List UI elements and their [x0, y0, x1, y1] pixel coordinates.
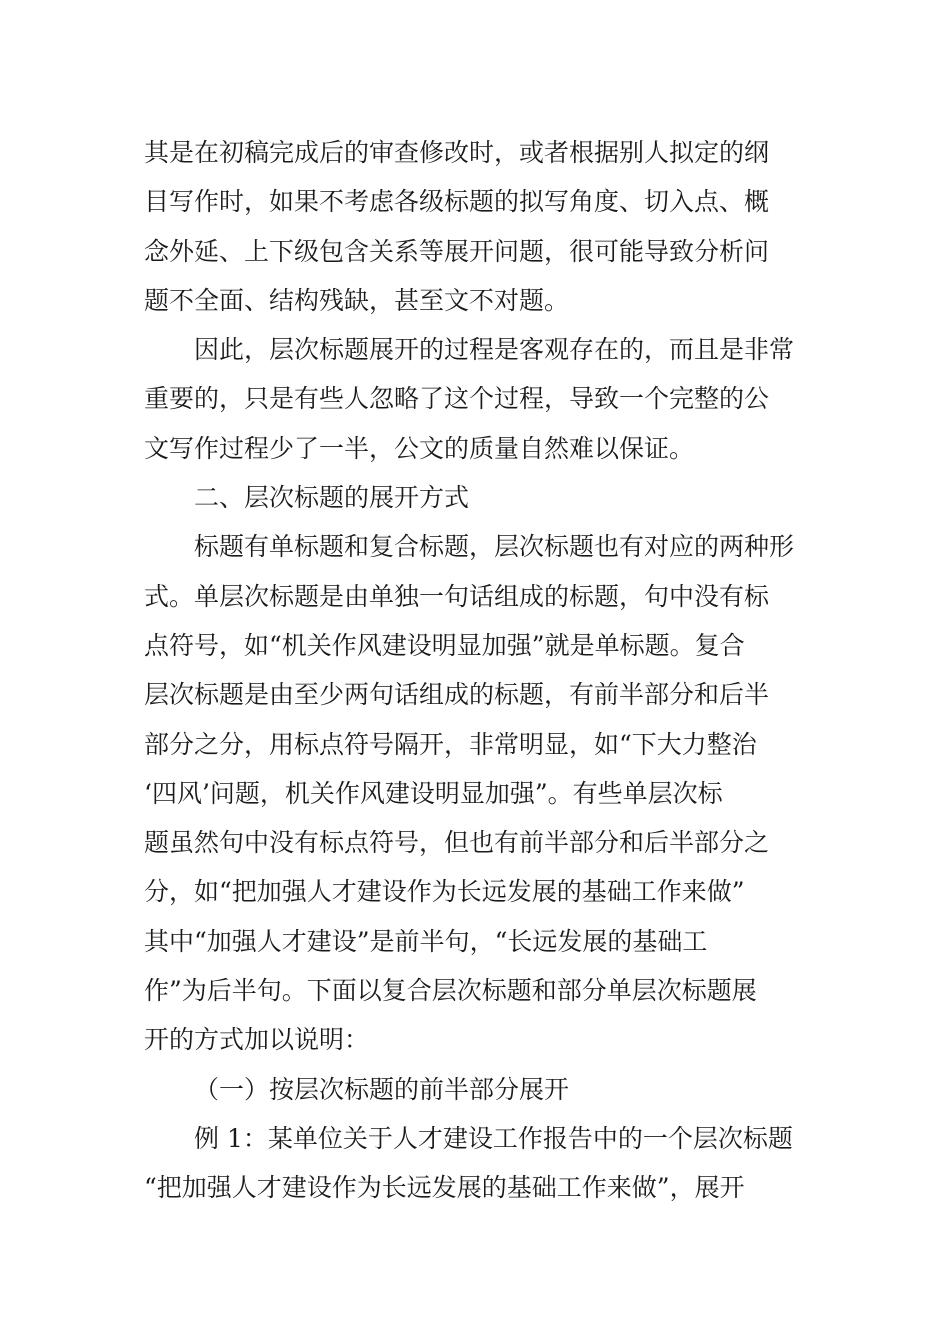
paragraph-start-line: 例 1：某单位关于人才建设工作报告中的一个层次标题	[194, 1123, 793, 1153]
text-line: 层次标题是由至少两句话组成的标题，有前半部分和后半	[144, 680, 770, 710]
text-line: 念外延、上下级包含关系等展开问题，很可能导致分析问	[144, 236, 770, 266]
text-line: 作”为后半句。下面以复合层次标题和部分单层次标题展	[144, 976, 757, 1006]
text-line: 目写作时，如果不考虑各级标题的拟写角度、切入点、概	[144, 187, 770, 217]
text-line: “把加强人才建设作为长远发展的基础工作来做”，展开	[144, 1173, 745, 1203]
subsection-heading: （一）按层次标题的前半部分展开	[194, 1074, 570, 1104]
paragraph-start-line: 因此，层次标题展开的过程是客观存在的，而且是非常	[194, 335, 795, 365]
body-text	[144, 128, 808, 1213]
section-heading: 二、层次标题的展开方式	[194, 483, 470, 513]
text-line: 其是在初稿完成后的审查修改时，或者根据别人拟定的纲	[144, 138, 770, 167]
paragraph-start-line: 标题有单标题和复合标题，层次标题也有对应的两种形	[194, 532, 795, 562]
text-line: 文写作过程少了一半，公文的质量自然难以保证。	[144, 433, 695, 463]
text-line: 开的方式加以说明：	[144, 1025, 370, 1055]
text-line: 其中“加强人才建设”是前半句，“长远发展的基础工	[144, 926, 708, 956]
text-line: 部分之分，用标点符号隔开，非常明显，如“下大力整治	[144, 729, 757, 759]
text-line: ‘四风’问题，机关作风建设明显加强”。有些单层次标	[144, 778, 723, 808]
text-line: 分，如“把加强人才建设作为长远发展的基础工作来做”	[144, 877, 745, 907]
text-line: 题不全面、结构残缺，甚至文不对题。	[144, 285, 570, 315]
text-line: 点符号，如“机关作风建设明显加强”就是单标题。复合	[144, 630, 745, 660]
text-line: 式。单层次标题是由单独一句话组成的标题，句中没有标	[144, 581, 770, 611]
text-line: 题虽然句中没有标点符号，但也有前半部分和后半部分之	[144, 828, 770, 858]
text-line: 重要的，只是有些人忽略了这个过程，导致一个完整的公	[144, 384, 770, 414]
